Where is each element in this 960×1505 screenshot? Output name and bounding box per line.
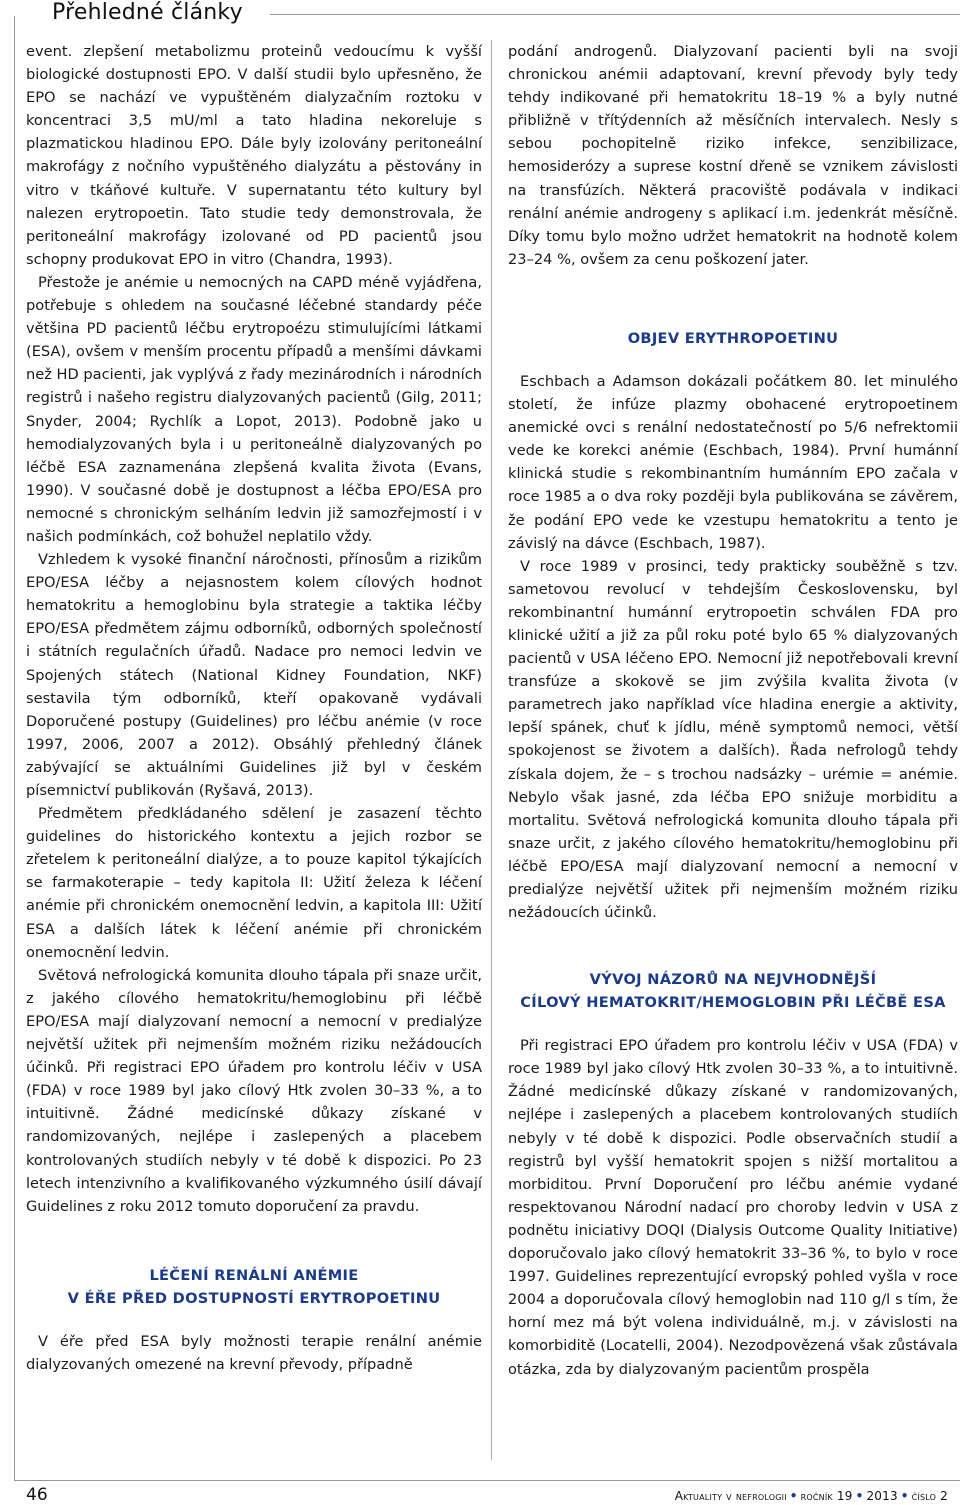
section-heading (26, 1264, 482, 1310)
journal-footer: Aktuality v nefrologii • ročník 19 • 2013 • číslo 2 (674, 1489, 948, 1503)
section-heading: OBJEV ERYTHROPOETINU (627, 329, 839, 347)
left-column (26, 40, 482, 1376)
heading-line: CÍLOVÝ HEMATOKRIT/HEMOGLOBIN PŘI LÉČBĚ ESA (520, 994, 946, 1012)
column-divider (491, 40, 492, 1460)
paragraph: Přestože je anémie u nemocných na CAPD méně vyjádřena, potřebuje s ohledem na současné léčebné standardy péče většina PD pacientů léčbu erytropoézu stimulujícími látkami (ESA), ovšem v menším procentu případů a menšími dávkami než HD pacienti, jak vyplývá z řady mezinárodních i národních registrů i našeho registru dialyzovaných pacientů (Gilg, 2011; Snyder, 2004; Rychlík a Lopot, 2013). Podobně jako u hemodialyzovaných byla i u peritoneálně dialyzovaných po léčbě ESA zaznamenána zlepšená kvalita života (Evans, 1990). V současné době je dostupnost a léčba EPO/ESA pro nemocné s chronickým selháním ledvin již samozřejmostí i v našich podmínkách, což bohužel neplatilo vždy. (26, 273, 482, 545)
journal-year: 2013 (866, 1489, 898, 1503)
right-column (508, 40, 958, 1381)
paragraph: event. zlepšení metabolizmu proteinů vedoucímu k vyšší biologické dostupnosti EPO. V další studii bylo upřesněno, že EPO se nachází ve vypuštěném dialyzačním roztoku v koncentraci 3,5 mU/ml a tato hladina nekoreluje s plazmatickou hladinou EPO. Dále byly izolovány peritoneální makrofágy z nočního vypuštěného dialyzátu a pěstovány in vitro v tkáňové kultuře. V supernatantu této kultury byl nalezen erytropoetin. Tato studie tedy demonstrovala, že peritoneální makrofágy izolované od PD pacientů jsou schopny produkovat EPO in vitro (Chandra, 1993). (26, 43, 482, 268)
page-number: 46 (26, 1485, 48, 1505)
paragraph: V roce 1989 v prosinci, tedy prakticky souběžně s tzv. sametovou revolucí v tehdejším Československu, byl rekombinantní humánní erytropoetin schválen FDA pro klinické užití a již za půl roku poté bylo 65 % dialyzovaných pacientů v USA léčeno EPO. Nemocní již nepotřebovali krevní transfúze a skokově se jim zvýšila kvalita života (v parametrech jako například více hladina energie a aktivity, lepší spánek, chuť k jídlu, méně symptomů nemoci, větší spokojenost se životem a dalších). Řada nefrologů tehdy získala dojem, že – s trochou nadsázky – urémie = anémie. Nebylo však jasné, zda léčba EPO snižuje morbiditu a mortalitu. Světová nefrologická komunita dlouho tápala při snaze určit, z jakého cílového hematokritu/hemoglobinu při léčbě EPO/ESA mají dialyzovaní nemocní a nemocní v predialýze největší užitek při nejmenším možném riziku nežádoucích účinků. (508, 557, 958, 922)
heading-line: VÝVOJ NÁZORŮ NA NEJVHODNĚJŠÍ (589, 971, 877, 989)
paragraph: Světová nefrologická komunita dlouho tápala při snaze určit, z jakého cílového hematokritu/hemoglobinu při léčbě EPO/ESA mají dialyzovaní nemocní a nemocní v predialýze největší užitek při nejmenším možném riziku nežádoucích účinků. Při registraci EPO úřadem pro kontrolu léčiv v USA (FDA) v roce 1989 byl jako cílový Htk zvolen 30–33 %, a to intuitivně. Žádné medicínské důkazy získané v randomizovaných, nejlépe i zaslepených a placebem kontrolovaných studiích nebyly v té době k dispozici. Po 23 letech intenzivního a kvalifikovaného výzkumného úsilí dávají Guidelines z roku 2012 tomuto doporučení za pravdu. (26, 966, 482, 1215)
paragraph: Vzhledem k vysoké finanční náročnosti, přínosům a rizikům EPO/ESA léčby a nejasnostem kolem cílových hodnot hematokritu a hemoglobinu byla strategie a taktika léčby EPO/ESA předmětem zájmu odborníků, odborných společností i státních regulačních úřadů. Nadace pro nemoci ledvin ve Spojených státech (National Kidney Foundation, NKF) sestavila tým odborníků, kteří opakovaně vydávali Doporučené postupy (Guidelines) pro léčbu anémie (v roce 1997, 2006, 2007 a 2012). Obsáhlý přehledný článek zabývající se aktuálními Guidelines již byl v českém písemnictví publikován (Ryšavá, 2013). (26, 551, 482, 799)
journal-name: Aktuality v nefrologii (674, 1489, 787, 1503)
frame-bottom-rule (14, 1480, 960, 1481)
section-heading (508, 968, 958, 1014)
paragraph: podání androgenů. Dialyzovaní pacienti byli na svoji chronickou anémii adaptovaní, krevní převody byly tedy tehdy indikované při hematokritu 18–19 % a byly nutné přibližně v třítýdenních až měsíčních intervalech. Nesly s sebou pochopitelně riziko infekce, senzibilizace, hemosiderózy a suprese kostní dřeně se vznikem závislosti na transfúzích. Některá pracoviště podávala v indikaci renální anémie androgeny s aplikací i.m. jedenkrát měsíčně. Díky tomu bylo možno udržet hematokrit na hodnotě kolem 23–24 %, ovšem za cenu poškození jater. (508, 43, 958, 268)
header-rule (270, 14, 960, 15)
paragraph: Eschbach a Adamson dokázali počátkem 80. let minulého století, že infúze plazmy obohacené erytropoetinem anemické ovci s renální nedostatečností po 5/6 nefrektomii vede ke korekci anémie (Eschbach, 1984). První humánní klinická studie s rekombinantním humánním EPO začala v roce 1985 a o dva roky později byla publikována se závěrem, že podání EPO vede ke vzestupu hematokritu a tento je závislý na dávce (Eschbach, 1987). (508, 372, 958, 552)
paragraph: V éře před ESA byly možnosti terapie renální anémie dialyzovaných omezené na krevní převody, případně (26, 1332, 482, 1373)
heading-line: V ÉŘE PŘED DOSTUPNOSTÍ ERYTROPOETINU (67, 1289, 441, 1307)
heading-line: LÉČENÍ RENÁLNÍ ANÉMIE (149, 1266, 359, 1284)
paragraph: Předmětem předkládaného sdělení je zasazení těchto guidelines do historického kontextu a jejich rozbor se zřetelem k peritoneální dialýze, a to pouze kapitol týkajících se farmakoterapie – tedy kapitola II: Užití železa k léčení anémie při chronickém onemocnění ledvin, a kapitola III: Užití ESA a dalších látek k léčení anémie při chronickém onemocnění ledvin. (26, 805, 482, 961)
section-title: Přehledné články (52, 0, 243, 25)
paragraph: Při registraci EPO úřadem pro kontrolu léčiv v USA (FDA) v roce 1989 byl jako cílový Htk zvolen 30–33 %, a to intuitivně. Žádné medicínské důkazy získané v randomizovaných, nejlépe i zaslepených a placebem kontrolovaných studiích nebyly v té době k dispozici. Podle observačních studií a registrů byl vyšší hematokrit spojen s nižší mortalitou a morbiditou. První Doporučení pro léčbu anémie vydané respektovanou Národní nadací pro choroby ledvin v USA z podnětu iniciativy DOQI (Dialysis Outcome Quality Initiative) doporučovalo jako cílový hematokrit 33–36 %, to bylo v roce 1997. Guidelines reprezentující evropský pohled vyšla v roce 2004 a doporučovala cílový hemoglobin nad 110 g/l s tím, že horní mez má být volena individuálně, m.j. v závislosti na komorbiditě (Locatelli, 2004). Nezodpovězená však zůstávala otázka, zda by dialyzovaným pacientům prospěla (508, 1037, 958, 1378)
journal-issue: číslo 2 (911, 1489, 948, 1503)
frame-left-rule (14, 16, 15, 1481)
journal-volume: ročník 19 (800, 1489, 853, 1503)
